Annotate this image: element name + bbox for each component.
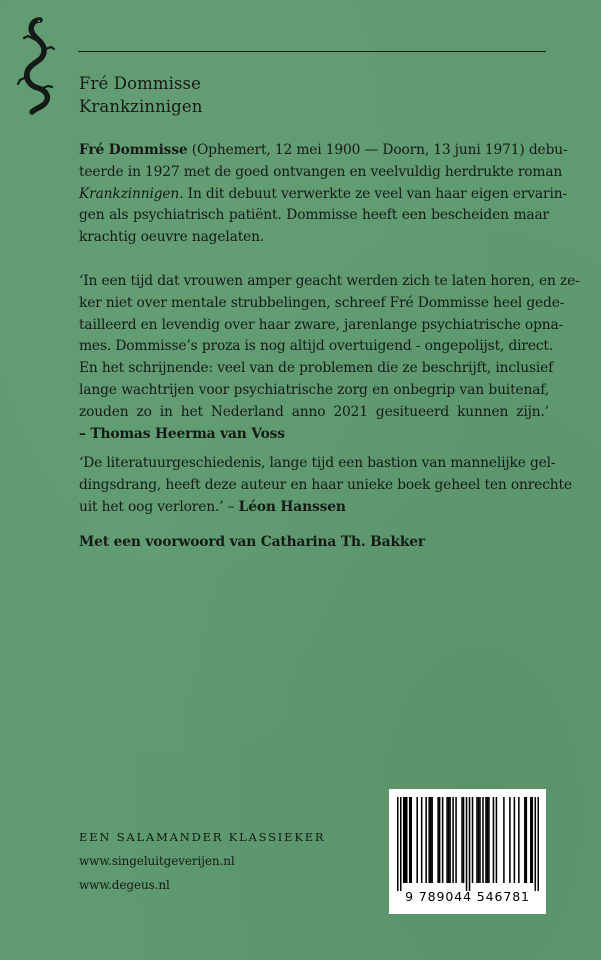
text-line [79,380,549,402]
text-run: . In dit debuut verwerkte ze veel van haar eigen ervarin- [179,185,567,202]
barcode-bar [452,797,454,883]
text-run: krachtig oeuvre nagelaten. [79,229,265,246]
series-name: EEN SALAMANDER KLASSIEKER [79,830,326,844]
author-name: Fré Dommisse [79,74,201,93]
barcode-bar [403,797,405,883]
text-run: – Thomas Heerma van Voss [79,425,285,442]
barcode-bar [518,797,520,883]
text-line [79,184,567,206]
text-run: uit het oog verloren.’ – [79,498,239,515]
text-line [79,358,554,380]
barcode-bar [400,797,402,891]
barcode-bar [421,797,423,883]
text-run: gen als psychiatrisch patiënt. Dommisse heeft een bescheiden maar [79,207,549,224]
text-run: Léon Hanssen [238,498,346,515]
text-run: dingsdrang, heeft deze auteur en haar unieke boek geheel ten onrechte [79,476,572,493]
publisher-url-degeus: www.degeus.nl [79,878,170,892]
text-run: ker niet over mentale strubbelingen, schreef Fré Dommisse heel gede- [79,294,565,311]
barcode-bar [496,797,498,883]
salamander-logo-icon [10,16,58,116]
text-line [79,271,580,293]
review-quote-heerma-van-voss [79,271,580,445]
barcode-bar [463,797,465,883]
text-line [79,453,556,475]
barcode-bar [530,797,532,883]
barcode-bar [409,797,411,883]
barcode-bar [406,797,408,883]
barcode-bar [437,797,439,883]
isbn-number: 9 789044 546781 [405,889,530,904]
barcode-bar [466,797,468,891]
barcode-bar [430,797,432,883]
text-line [79,475,572,497]
barcode-bar [469,797,471,891]
barcode-bar [514,797,516,883]
text-run: teerde in 1927 met de goed ontvangen en veelvuldig herdrukte roman [79,163,563,180]
text-run: tailleerd en levendig over haar zware, jarenlange psychiatrische opna- [79,316,564,333]
barcode-bar [446,797,448,883]
barcode-bar [397,797,399,891]
barcode-bar [478,797,480,883]
text-line [79,205,549,227]
barcode-bar [461,797,463,883]
barcode-bar [487,797,489,883]
barcode-bar [503,797,505,883]
book-title: Krankzinnigen [79,97,203,116]
text-run: ‘De literatuurgeschiedenis, lange tijd een bastion van mannelijke gel- [79,455,556,471]
barcode-bar [448,797,450,883]
text-line [79,402,549,424]
barcode-bar [482,797,484,883]
text-line [79,140,568,162]
barcode-bars [397,797,539,891]
barcode-bar [488,797,490,883]
text-run: zouden zo in het Nederland anno 2021 gesitueerd kunnen zijn.’ [79,403,549,420]
foreword-credit-text: Met een voorwoord van Catharina Th. Bakker [79,534,426,550]
barcode-bar [535,797,537,891]
text-run: ‘In een tijd dat vrouwen amper geacht werden zich te laten horen, en ze- [79,273,580,289]
text-run: Fré Dommisse [79,142,188,158]
text-line [79,336,554,358]
barcode-bar [439,797,441,883]
barcode [389,789,546,914]
barcode-bar [532,797,534,883]
barcode-bar [442,797,444,883]
barcode-bar [485,797,487,883]
barcode-bar [472,797,474,883]
text-run: mes. Dommisse’s proza is nog altijd overtuigend - ongepolijst, direct. [79,338,554,355]
text-run: (Ophemert, 12 mei 1900 — Doorn, 13 juni 1971) debu- [187,142,568,158]
barcode-bar [509,797,511,883]
review-quote-hanssen [79,453,572,518]
barcode-bar [428,797,430,883]
barcode-bar [538,797,539,891]
barcode-bar [476,797,478,883]
barcode-bar [404,797,406,883]
text-line [79,227,549,249]
barcode-bar [526,797,528,883]
text-line [79,424,549,446]
author-bio-paragraph [79,140,568,249]
text-run: lange wachtrijen voor psychiatrische zorg en onbegrip van buitenaf, [79,381,549,398]
publisher-url-singel: www.singeluitgeverijen.nl [79,854,235,868]
barcode-bar [493,797,495,883]
barcode-bar [479,797,481,883]
barcode-bar [410,797,412,883]
text-line [79,162,563,184]
barcode-bar [416,797,418,883]
header-rule [78,51,546,52]
barcode-bar [524,797,526,883]
text-line [79,497,549,519]
barcode-bar [449,797,451,883]
barcode-bar [455,797,457,883]
foreword-credit [79,532,549,554]
text-line [79,293,565,315]
barcode-bar [431,797,433,883]
text-run: En het schrijnende: veel van de problemen die ze beschrijft, inclusief [79,360,554,377]
text-line [79,315,564,337]
barcode-bar [425,797,427,883]
text-run: Krankzinnigen [79,185,180,202]
